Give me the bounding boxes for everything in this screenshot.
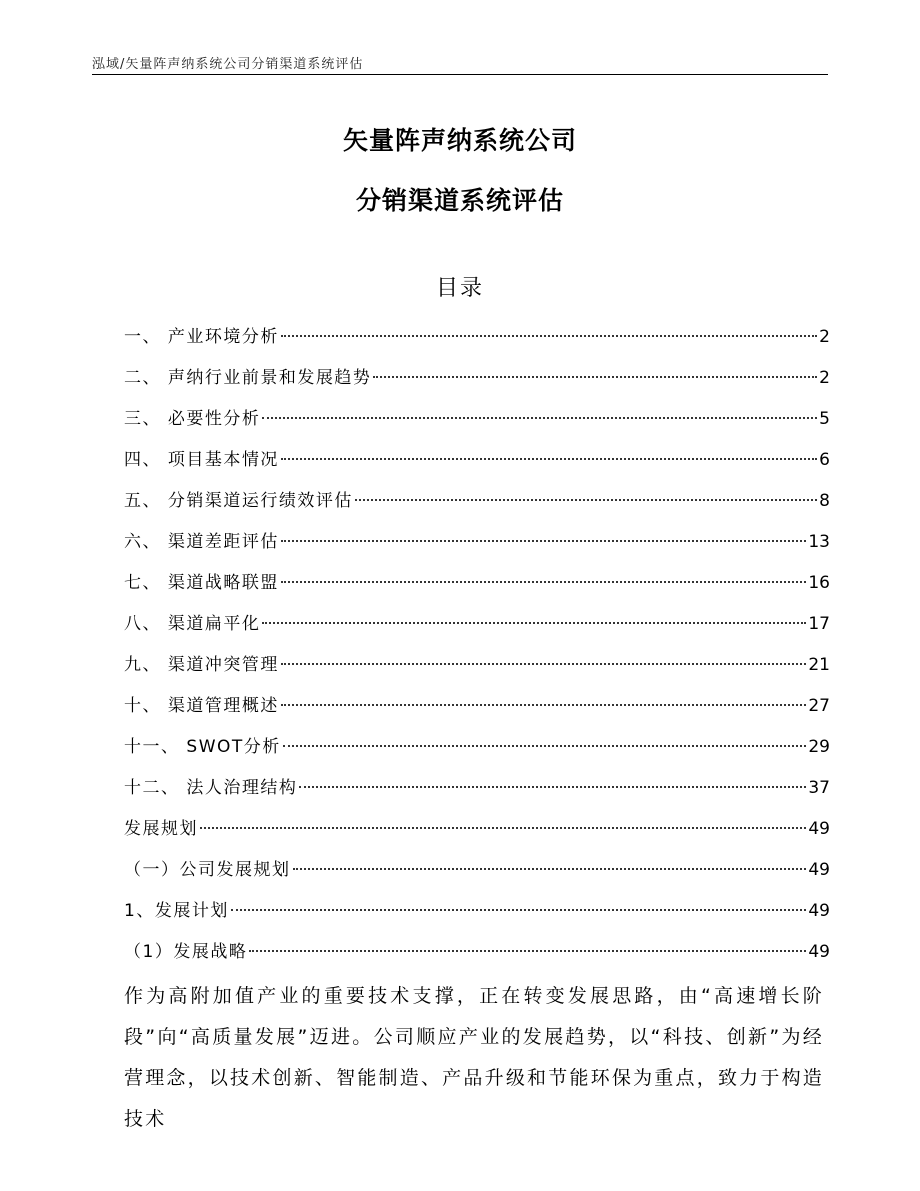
toc-dot-leader (281, 540, 806, 542)
toc-entry[interactable] (124, 404, 830, 445)
toc-entry[interactable] (124, 568, 830, 609)
toc-entry-label: 八、 渠道扁平化 (124, 614, 261, 634)
toc-entry-label: 二、 声纳行业前景和发展趋势 (124, 368, 372, 388)
toc-entry-page: 21 (808, 655, 830, 675)
toc-entry-label: 五、 分销渠道运行绩效评估 (124, 491, 353, 511)
toc-entry[interactable] (124, 855, 830, 896)
toc-entry-page: 49 (808, 819, 830, 839)
toc-heading: 目录 (435, 276, 484, 301)
document-title-line-1: 矢量阵声纳系统公司 (342, 126, 577, 155)
toc-entry[interactable] (124, 486, 830, 527)
toc-dot-leader (281, 581, 806, 583)
toc-entry[interactable] (124, 732, 830, 773)
toc-entry-label: 七、 渠道战略联盟 (124, 573, 279, 593)
toc-entry-label: 十、 渠道管理概述 (124, 696, 279, 716)
toc-entry-label: 十二、 法人治理结构 (124, 778, 298, 798)
toc-entry-label: （一）公司发展规划 (124, 860, 291, 880)
toc-entry[interactable] (124, 445, 830, 486)
body-paragraph: 作为高附加值产业的重要技术支撑，正在转变发展思路，由“高速增长阶段”向“高质量发展”迈进。公司顺应产业的发展趋势，以“科技、创新”为经营理念，以技术创新、智能制造、产品升级和节能环保为重点，致力于构造技术 (124, 985, 824, 1130)
toc-entry[interactable] (124, 363, 830, 404)
toc-entry-page: 6 (819, 450, 830, 470)
toc-entry[interactable] (124, 896, 830, 937)
toc-entry-page: 37 (808, 778, 830, 798)
toc-dot-leader (281, 704, 806, 706)
toc-dot-leader (281, 458, 817, 460)
toc-entry-label: 一、 产业环境分析 (124, 327, 279, 347)
toc-dot-leader (281, 335, 817, 337)
toc-entry-page: 49 (808, 901, 830, 921)
toc-entry[interactable] (124, 650, 830, 691)
toc-entry-label: 六、 渠道差距评估 (124, 532, 279, 552)
toc-dot-leader (249, 950, 806, 952)
toc-entry-page: 49 (808, 942, 830, 962)
toc-entry-page: 2 (819, 368, 830, 388)
toc-entry[interactable] (124, 691, 830, 732)
toc-entry-label: 发展规划 (124, 819, 198, 839)
document-title-line-2: 分销渠道系统评估 (355, 186, 564, 215)
toc-entry[interactable] (124, 773, 830, 814)
toc-dot-leader (373, 376, 817, 378)
toc-dot-leader (231, 909, 807, 911)
toc-entry-page: 13 (808, 532, 830, 552)
toc-entry-page: 29 (808, 737, 830, 757)
header-rule (92, 74, 828, 75)
toc-entry-page: 5 (819, 409, 830, 429)
toc-entry-label: （1）发展战略 (124, 942, 248, 962)
toc-dot-leader (293, 868, 807, 870)
toc-entry[interactable] (124, 322, 830, 363)
toc-entry-page: 49 (808, 860, 830, 880)
toc-entry[interactable] (124, 814, 830, 855)
toc-entry-page: 16 (808, 573, 830, 593)
toc-dot-leader (262, 622, 806, 624)
table-of-contents (124, 322, 830, 978)
toc-dot-leader (355, 499, 817, 501)
toc-entry-label: 十一、 SWOT分析 (124, 737, 281, 757)
toc-dot-leader (200, 827, 806, 829)
toc-entry[interactable] (124, 527, 830, 568)
toc-dot-leader (283, 745, 807, 747)
toc-entry-label: 三、 必要性分析 (124, 409, 261, 429)
toc-entry-page: 2 (819, 327, 830, 347)
toc-entry-label: 1、发展计划 (124, 901, 229, 921)
toc-entry[interactable] (124, 937, 830, 978)
toc-dot-leader (262, 417, 817, 419)
toc-entry-page: 8 (819, 491, 830, 511)
toc-entry[interactable] (124, 609, 830, 650)
toc-entry-label: 九、 渠道冲突管理 (124, 655, 279, 675)
toc-entry-label: 四、 项目基本情况 (124, 450, 279, 470)
toc-dot-leader (281, 663, 806, 665)
toc-entry-page: 27 (808, 696, 830, 716)
toc-entry-page: 17 (808, 614, 830, 634)
toc-dot-leader (299, 786, 806, 788)
running-header: 泓域/矢量阵声纳系统公司分销渠道系统评估 (92, 57, 364, 72)
